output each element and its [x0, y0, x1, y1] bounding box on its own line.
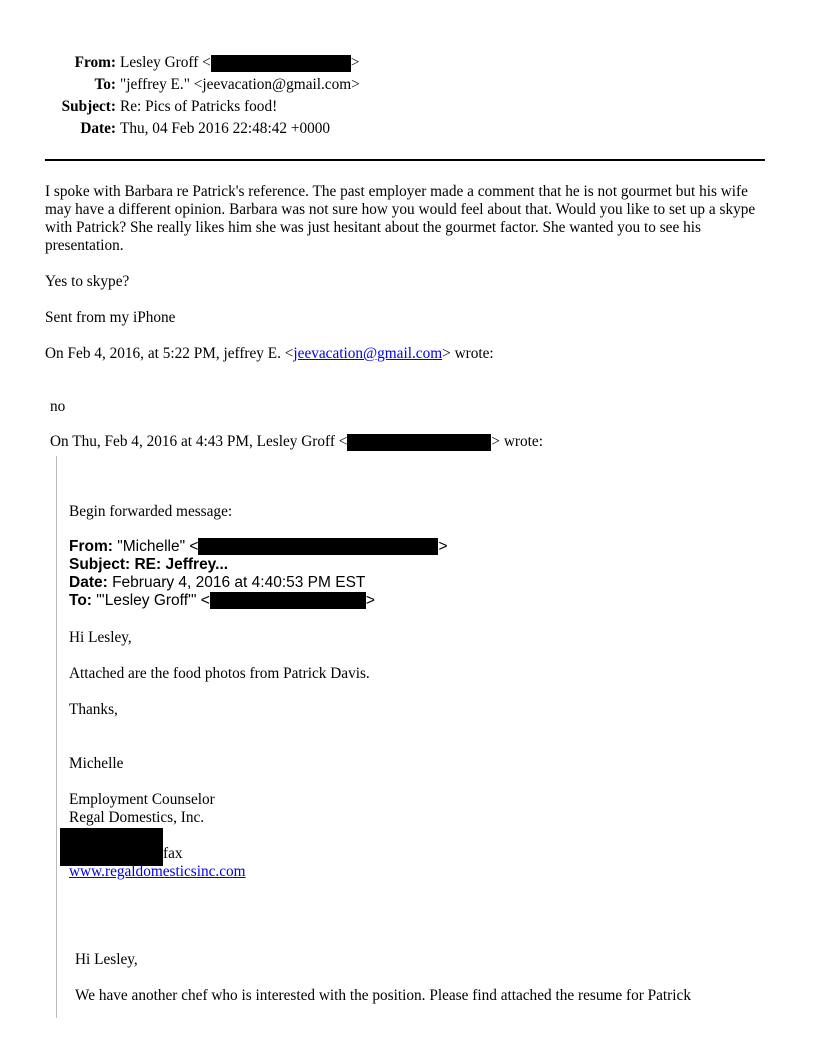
signature-url-link[interactable]: www.regaldomesticsinc.com: [69, 863, 246, 880]
fwd-greeting: Hi Lesley,: [69, 629, 132, 646]
to-label: To:: [94, 76, 116, 93]
date-label: Date:: [80, 120, 116, 137]
subject-label: Subject:: [61, 98, 116, 115]
body-paragraph: I spoke with Barbara re Patrick's reference. The past employer made a comment that he is not gourmet but his wife may have a different opinion. Barbara was not sure how you would feel about that. Would you like to set up a skype with Patrick? She really likes him she was just hesitant about the gourmet factor. She wanted you to see his presentation.: [45, 183, 756, 254]
skype-question: Yes to skype?: [45, 273, 130, 290]
email-link[interactable]: jeevacation@gmail.com: [293, 345, 443, 362]
quote-intro: On Thu, Feb 4, 2016 at 4:43 PM, Lesley Groff < > wrote:: [50, 433, 543, 450]
begin-forwarded: Begin forwarded message:: [69, 503, 233, 520]
subject-value: Re: Pics of Patricks food!: [120, 98, 278, 115]
reply-text: no: [50, 398, 66, 415]
sent-from-iphone: Sent from my iPhone: [45, 309, 176, 326]
forwarded-header: [69, 538, 448, 610]
from-name: Lesley Groff <: [120, 54, 211, 71]
redacted-email: [347, 434, 491, 451]
to-value: "jeffrey E." <jeevacation@gmail.com>: [120, 76, 360, 93]
signature-name: Michelle: [69, 755, 124, 772]
header-from-row: [0, 52, 816, 74]
earlier-greeting: Hi Lesley,: [75, 951, 138, 968]
from-close: >: [350, 54, 360, 71]
redacted-email: [211, 55, 351, 72]
fwd-date-row: Date: February 4, 2016 at 4:40:53 PM EST: [69, 574, 366, 591]
header-date-row: [0, 118, 816, 140]
earlier-message: We have another chef who is interested with the position. Please find attached the resume for Patrick: [75, 987, 691, 1004]
from-label: From:: [74, 54, 116, 71]
fwd-to-row: To: "'Lesley Groff'" < >: [69, 592, 375, 609]
header-subject-row: [0, 96, 816, 118]
redacted-email: [210, 592, 366, 609]
fwd-subject-row: Subject: RE: Jeffrey...: [69, 556, 229, 573]
reply-intro: On Feb 4, 2016, at 5:22 PM, jeffrey E. <jeevacation@gmail.com> wrote:: [45, 345, 494, 362]
redacted-phone: [60, 828, 163, 866]
date-value: Thu, 04 Feb 2016 22:48:42 +0000: [120, 120, 331, 137]
header-to-row: [0, 74, 816, 96]
quote-bar: [56, 456, 57, 1018]
fwd-message: Attached are the food photos from Patrick Davis.: [69, 665, 370, 682]
header-divider: [45, 159, 765, 161]
signature-company: Regal Domestics, Inc.: [69, 809, 205, 826]
signature-fax: fax: [163, 845, 183, 862]
fwd-thanks: Thanks,: [69, 701, 118, 718]
signature-title: Employment Counselor: [69, 791, 215, 808]
redacted-email: [198, 538, 438, 555]
fwd-from-row: From: "Michelle" < >: [69, 538, 448, 555]
email-header: [0, 52, 816, 140]
